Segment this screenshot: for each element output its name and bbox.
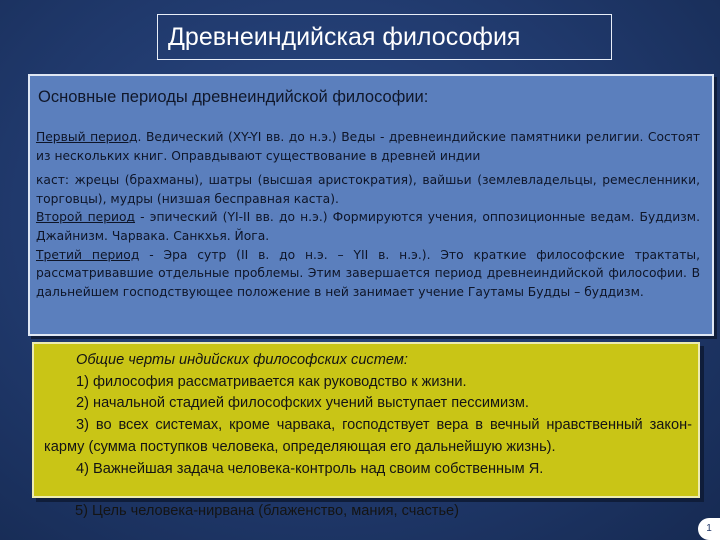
- periods-panel: [28, 74, 714, 336]
- feature-item-2: 2) начальной стадией философских учений выступает пессимизм.: [76, 395, 529, 412]
- feature-item-1: 1) философия рассматривается как руководство к жизни.: [76, 373, 467, 390]
- feature-item-4: 4) Важнейшая задача человека-контроль над своим собственным Я.: [76, 460, 544, 477]
- feature-item-3: 3) во всех системах, кроме чарвака, господствует вера в вечный нравственный закон-карму (сумма поступков человека, определяющая его дальнейшую жизнь).: [44, 417, 692, 455]
- period-1-castes: каст: жрецы (брахманы), шатры (высшая аристократия), вайшьи (землевладельцы, ремесленники, торговцы), мудры (низшая бесправная каста).: [36, 173, 700, 206]
- features-body: [44, 350, 692, 480]
- periods-heading: Основные периоды древнеиндийской философии:: [38, 88, 429, 106]
- slide-title: Древнеиндийская философия: [157, 14, 612, 60]
- period-1-link[interactable]: Первый период: [36, 130, 138, 144]
- period-2-paragraph: [36, 208, 700, 245]
- features-heading: Общие черты индийских философских систем:: [76, 352, 408, 368]
- period-3-paragraph: [36, 246, 700, 302]
- features-panel: [32, 342, 700, 498]
- period-3-link[interactable]: Третий период: [36, 247, 140, 262]
- period-2-link[interactable]: Второй период: [36, 210, 136, 225]
- period-1-paragraph: [36, 128, 700, 165]
- period-3-text: - Эра сутр (II в. до н.э. – YII в. н.э.). Это краткие философские трактаты, рассматривавшие отдельные проблемы. Этим завершается период древнеиндийской философии. В дальнейшем господствующее положение в ней занимает учение Гаутамы Будды – буддизм.: [36, 247, 700, 299]
- periods-body: [36, 128, 700, 301]
- period-1-text: . Ведический (XY-YI вв. до н.э.) Веды - древнеиндийские памятники религии. Состоят из нескольких книг. Оправдывают существование в древней индии: [36, 130, 700, 163]
- page-number: 1: [698, 518, 720, 540]
- period-2-text: - эпический (YI-II вв. до н.э.) Формируются учения, оппозиционные ведам. Буддизм. Джайнизм. Чарвака. Санкхья. Йога.: [36, 210, 700, 243]
- feature-item-5: 5) Цель человека-нирвана (блаженство, мания, счастье): [75, 503, 460, 519]
